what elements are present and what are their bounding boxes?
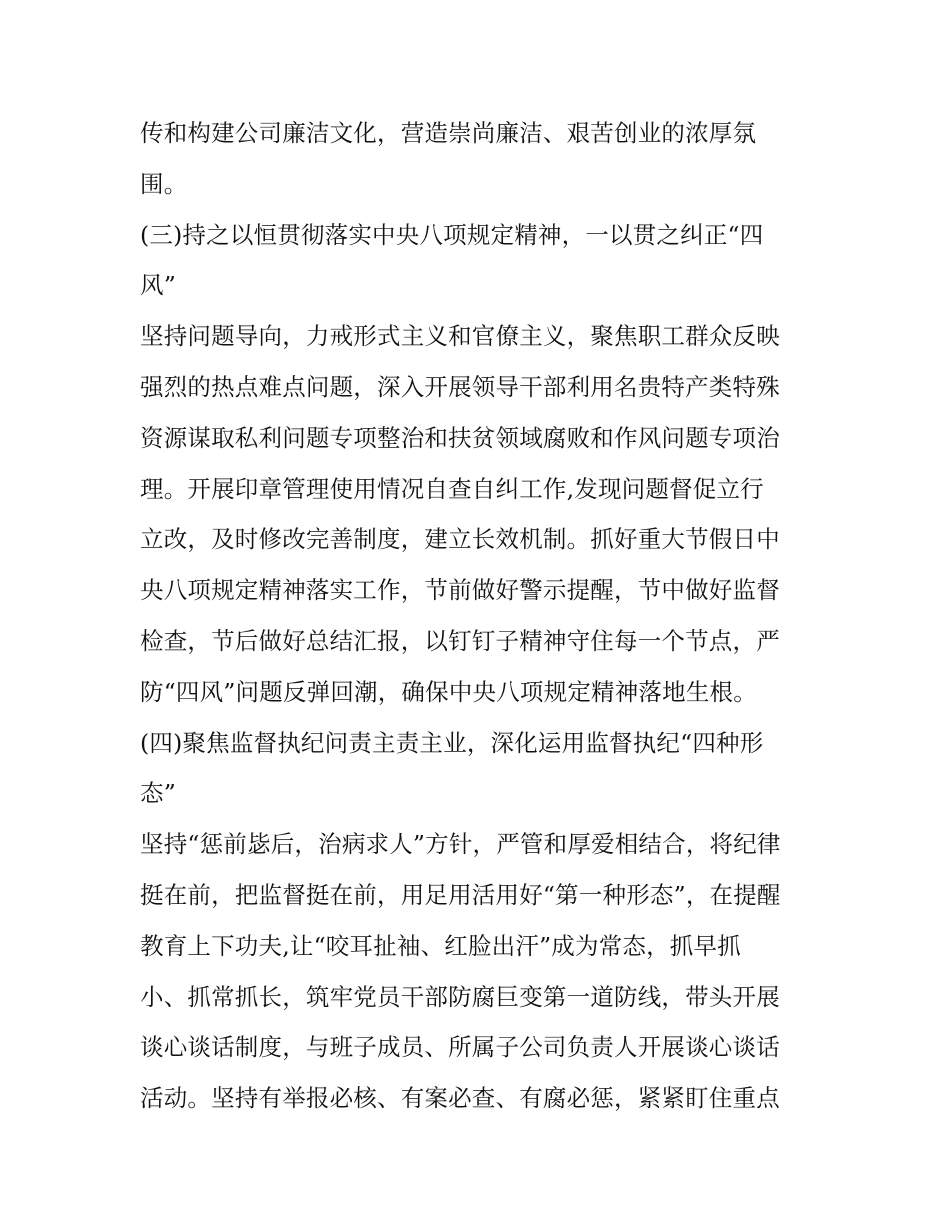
text-line: 央八项规定精神落实工作，节前做好警示提醒，节中做好监督 [140,576,780,605]
text-line: 理。开展印章管理使用情况自查自纠工作,发现问题督促立行 [140,474,764,503]
text-line: 坚持问题导向，力戒形式主义和官僚主义，聚焦职工群众反映 [140,322,780,351]
text-line: 立改，及时修改完善制度，建立长效机制。抓好重大节假日中 [140,525,780,554]
text-line: 资源谋取私利问题专项整治和扶贫领域腐败和作风问题专项治 [140,423,780,452]
section-heading-3: (三)持之以恒贯彻落实中央八项规定精神，一以贯之纠正“四 [140,220,764,249]
text-line: 教育上下功夫,让“咬耳扯袖、红脸出汗”成为常态，抓早抓 [140,931,741,960]
text-line: 防“四风”问题反弹回潮，确保中央八项规定精神落地生根。 [140,677,757,706]
text-line: 小、抓常抓长，筑牢党员干部防腐巨变第一道防线，带头开展 [140,982,780,1011]
text-line: 围。 [140,169,188,198]
section-heading-4: (四)聚焦监督执纪问责主责主业，深化运用监督执纪“四种形 [140,728,764,757]
text-line: 谈心谈话制度，与班子成员、所属子公司负责人开展谈心谈话 [140,1033,780,1062]
section-heading-4-cont: 态” [140,779,176,808]
text-line: 强烈的热点难点问题，深入开展领导干部利用名贵特产类特殊 [140,372,780,401]
section-heading-3-cont: 风” [140,271,176,300]
text-line: 挺在前，把监督挺在前，用足用活用好“第一种形态”，在提醒 [140,880,781,909]
text-line: 活动。坚持有举报必核、有案必查、有腐必惩，紧紧盯住重点 [140,1084,780,1113]
document-body [140,108,820,1124]
text-line: 检查，节后做好总结汇报，以钉钉子精神守住每一个节点，严 [140,626,780,655]
text-line: 传和构建公司廉洁文化，营造崇尚廉洁、艰苦创业的浓厚氛 [140,119,757,147]
text-line: 坚持“惩前毖后，治病求人”方针，严管和厚爱相结合，将纪律 [140,830,781,859]
